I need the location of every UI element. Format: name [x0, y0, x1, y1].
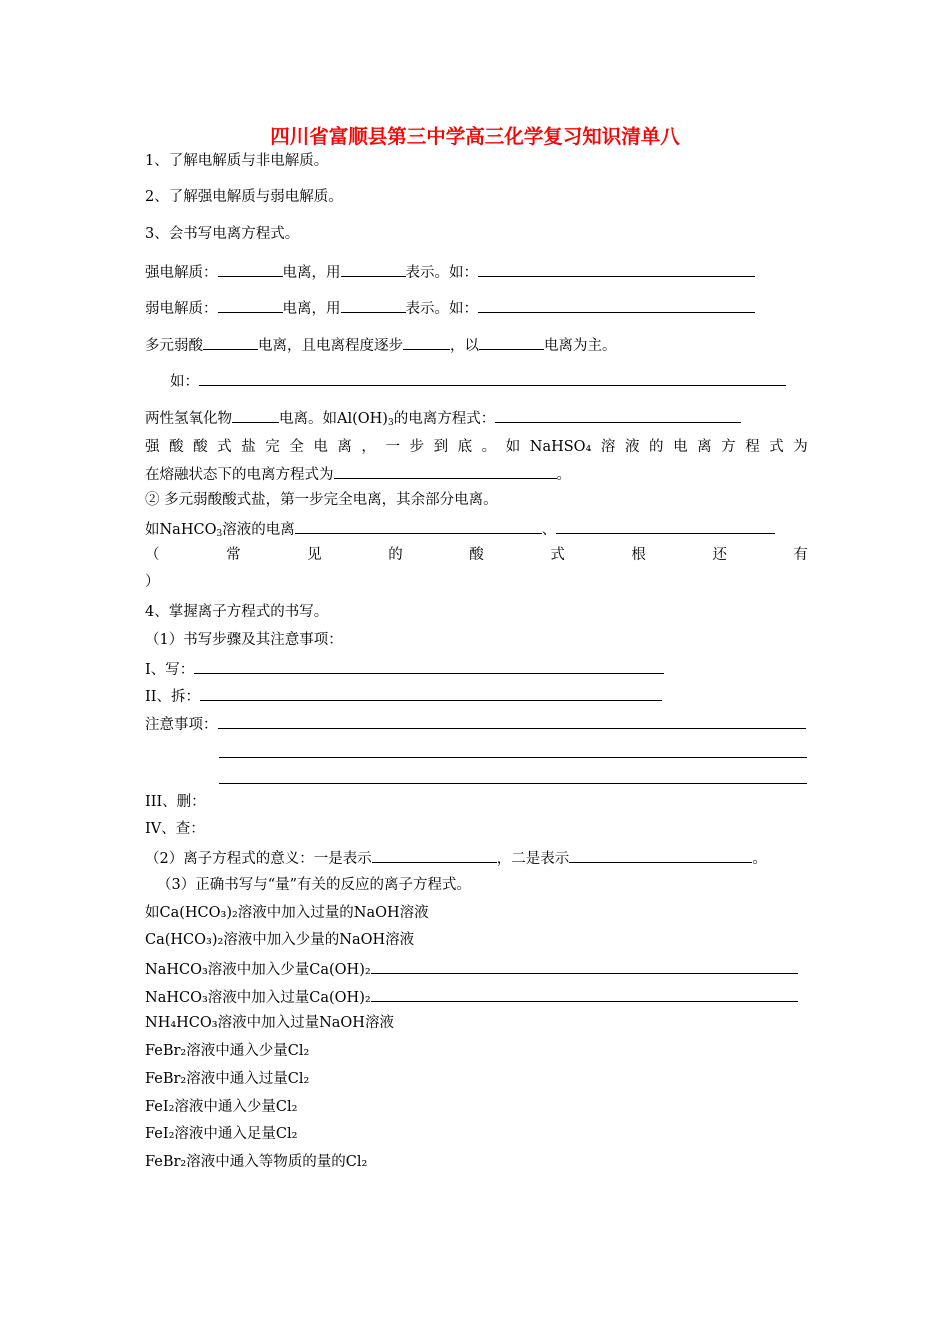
reaction-3-line	[145, 958, 798, 980]
reaction-3: NaHCO₃溶液中加入少量Ca(OH)₂	[145, 962, 371, 978]
item-2: 2、了解强电解质与弱电解质。	[145, 189, 343, 205]
reaction-10: FeBr₂溶液中通入等物质的量的Cl₂	[145, 1154, 368, 1170]
acid-salt-char: 式	[769, 439, 784, 455]
meaning-blank-1[interactable]	[372, 847, 497, 863]
nahco3-subscript: 3	[216, 529, 223, 539]
amph-text-1: 两性氢氧化物	[145, 411, 232, 427]
acid-salt-line	[145, 437, 808, 457]
acid-salt-char: 一	[385, 439, 400, 455]
nahco3-blank-1[interactable]	[295, 518, 542, 534]
notes-blank-1[interactable]	[218, 713, 806, 729]
amount-heading: （3）正确书写与“量”有关的反应的离子方程式。	[157, 877, 472, 893]
reaction-1: 如Ca(HCO₃)₂溶液中加入过量的NaOH溶液	[145, 905, 429, 921]
nahco3-text-2: 溶液的电离	[222, 522, 295, 538]
notes-blank-3[interactable]	[219, 783, 807, 784]
acid-salt-char: 酸	[193, 439, 208, 455]
reaction-8: FeI₂溶液中通入少量Cl₂	[145, 1099, 298, 1115]
strong-text-2: 电离，用	[282, 265, 341, 281]
step-split-blank[interactable]	[200, 685, 662, 701]
step-check: IV、查：	[145, 821, 205, 837]
acid-salt-char: 为	[793, 439, 808, 455]
reaction-7: FeBr₂溶液中通入过量Cl₂	[145, 1071, 310, 1087]
amph-subscript: 3	[387, 418, 394, 428]
acid-salt-char: 程	[745, 439, 760, 455]
common-char: 的	[388, 547, 403, 563]
amph-blank-1[interactable]	[232, 407, 279, 423]
molten-state-line	[145, 463, 571, 485]
acid-salt-char: 溶	[600, 439, 616, 455]
common-char: 见	[307, 547, 322, 563]
acid-salt-rule: ② 多元弱酸酸式盐，第一步完全电离，其余部分电离。	[145, 492, 498, 508]
acid-salt-char: 步	[409, 439, 425, 455]
acid-salt-char: 盐	[241, 439, 256, 455]
item-3: 3、会书写电离方程式。	[145, 226, 300, 242]
amph-text-2: 电离。如Al(OH)	[279, 411, 388, 427]
notes-blank-2[interactable]	[219, 757, 807, 758]
step-split-label: II、拆：	[145, 689, 200, 705]
meaning-text-3: 。	[752, 851, 767, 867]
acid-salt-char: 式	[217, 439, 232, 455]
strong-blank-1[interactable]	[218, 261, 283, 277]
step-split-line	[145, 685, 662, 707]
common-char: （	[145, 547, 160, 563]
acid-salt-char: 离	[697, 439, 712, 455]
steps-heading: （1）书写步骤及其注意事项：	[145, 632, 343, 648]
reaction-4-line	[145, 986, 798, 1008]
meaning-text-2: ，二是表示	[496, 851, 570, 867]
strong-blank-2[interactable]	[341, 261, 406, 277]
molten-blank[interactable]	[334, 463, 557, 479]
strong-text-3: 表示。如：	[405, 265, 478, 281]
polyprotic-acid-line	[145, 334, 617, 356]
acid-salt-formula: NaHSO₄	[529, 439, 592, 455]
nahco3-line	[145, 518, 775, 540]
strong-label: 强电解质：	[145, 265, 218, 281]
acid-salt-char: 离	[337, 439, 352, 455]
reaction-4-blank[interactable]	[371, 986, 798, 1002]
reaction-3-blank[interactable]	[371, 958, 798, 974]
example-label: 如：	[170, 374, 199, 390]
amph-blank-2[interactable]	[495, 407, 741, 423]
molten-text-2: 。	[556, 467, 571, 483]
weak-blank-2[interactable]	[341, 297, 406, 313]
notes-line	[145, 713, 806, 735]
poly-text-1: 多元弱酸	[145, 338, 203, 354]
weak-label: 弱电解质：	[145, 301, 218, 317]
example-blank[interactable]	[199, 370, 786, 386]
item-4: 4、掌握离子方程式的书写。	[145, 604, 329, 620]
item-1: 1、了解电解质与非电解质。	[145, 153, 329, 169]
weak-text-2: 电离，用	[282, 301, 341, 317]
poly-text-2: 电离，且电离程度逐步	[258, 338, 403, 354]
common-char: 还	[712, 547, 727, 563]
poly-blank-2[interactable]	[403, 334, 450, 350]
meaning-line	[145, 847, 767, 869]
acid-salt-char: 液	[624, 439, 640, 455]
common-char: 有	[793, 547, 808, 563]
acid-salt-char: 的	[649, 439, 664, 455]
acid-salt-char: 如	[505, 439, 521, 455]
step-write-label: I、写：	[145, 662, 195, 678]
amph-text-3: 的电离方程式：	[393, 411, 496, 427]
weak-blank-1[interactable]	[218, 297, 283, 313]
poly-text-3: ，以	[450, 338, 479, 354]
common-char: 常	[226, 547, 241, 563]
step-delete: III、删：	[145, 794, 206, 810]
poly-text-4: 电离为主。	[544, 338, 617, 354]
acid-salt-char: 强	[145, 439, 160, 455]
acid-salt-char: 方	[721, 439, 736, 455]
example-line	[170, 370, 786, 392]
step-write-line	[145, 658, 664, 680]
weak-text-3: 表示。如：	[405, 301, 478, 317]
acid-salt-char: 电	[313, 439, 328, 455]
acid-salt-char: 底	[457, 439, 473, 455]
meaning-text-1: （2）离子方程式的意义：一是表示	[145, 851, 372, 867]
poly-blank-1[interactable]	[203, 334, 258, 350]
close-paren: ）	[145, 574, 160, 590]
acid-salt-char: ，	[361, 439, 376, 455]
acid-salt-char: 酸	[169, 439, 184, 455]
acid-salt-char: 。	[481, 439, 497, 455]
nahco3-text-1: 如NaHCO	[145, 522, 217, 538]
page-title: 四川省富顺县第三中学高三化学复习知识清单八	[270, 125, 680, 148]
nahco3-blank-2[interactable]	[556, 518, 775, 534]
common-char: 式	[550, 547, 565, 563]
strong-electrolyte-line	[145, 261, 755, 283]
notes-label: 注意事项：	[145, 717, 218, 733]
reaction-9: FeI₂溶液中通入足量Cl₂	[145, 1126, 298, 1142]
reaction-2: Ca(HCO₃)₂溶液中加入少量的NaOH溶液	[145, 932, 415, 948]
common-acid-radical-line	[145, 545, 808, 565]
common-char: 酸	[469, 547, 484, 563]
acid-salt-char: 全	[289, 439, 304, 455]
meaning-blank-2[interactable]	[569, 847, 752, 863]
acid-salt-char: 电	[673, 439, 688, 455]
molten-text-1: 在熔融状态下的电离方程式为	[145, 467, 334, 483]
amphoteric-line	[145, 407, 741, 429]
strong-blank-3[interactable]	[478, 261, 755, 277]
step-write-blank[interactable]	[194, 658, 664, 674]
common-char: 根	[631, 547, 646, 563]
acid-salt-char: 到	[433, 439, 449, 455]
reaction-6: FeBr₂溶液中通入少量Cl₂	[145, 1043, 310, 1059]
weak-electrolyte-line	[145, 297, 755, 319]
reaction-5: NH₄HCO₃溶液中加入过量NaOH溶液	[145, 1015, 394, 1031]
acid-salt-char: 完	[265, 439, 280, 455]
nahco3-sep: 、	[541, 522, 557, 538]
poly-blank-3[interactable]	[479, 334, 544, 350]
reaction-4: NaHCO₃溶液中加入过量Ca(OH)₂	[145, 990, 371, 1006]
weak-blank-3[interactable]	[478, 297, 755, 313]
